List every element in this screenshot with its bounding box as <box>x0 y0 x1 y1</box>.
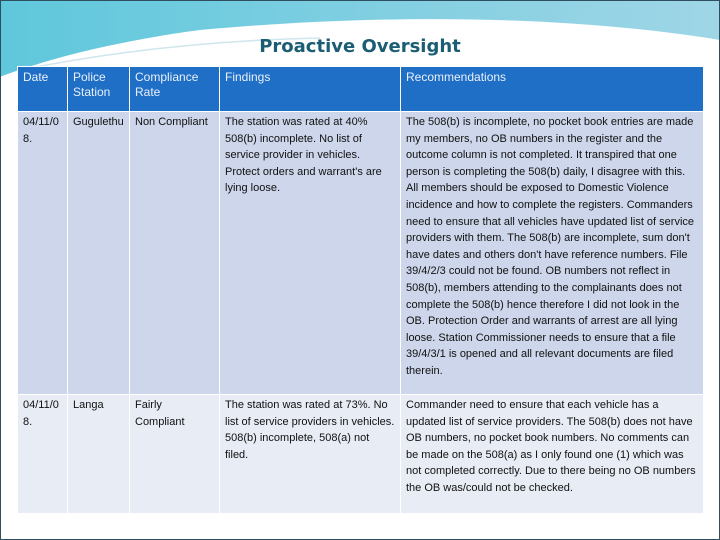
cell-date: 04/11/08. <box>18 112 68 395</box>
cell-rate: Non Compliant <box>130 112 220 395</box>
cell-date: 04/11/08. <box>18 395 68 514</box>
cell-findings: The station was rated at 40% 508(b) incomplete. No list of service provider in vehicles. Protect orders and warrant's are lying loose. <box>220 112 401 395</box>
table-row <box>18 395 704 514</box>
header-recommendations: Recommendations <box>401 67 704 112</box>
oversight-table <box>17 66 704 514</box>
cell-station: Gugulethu <box>68 112 130 395</box>
cell-findings: The station was rated at 73%. No list of service providers in vehicles. 508(b) incomplete, 508(a) not filed. <box>220 395 401 514</box>
cell-recommendations: Commander need to ensure that each vehicle has a updated list of service providers. The 508(b) does not have OB numbers, no pocket book numbers. No comments can be made on the 508(a) as I only found one (1) which was not completed correctly. Due to there being no OB numbers the OB was/could not be checked. <box>401 395 704 514</box>
cell-station: Langa <box>68 395 130 514</box>
cell-rate: Fairly Compliant <box>130 395 220 514</box>
header-police-station: Police Station <box>68 67 130 112</box>
table-row <box>18 112 704 395</box>
header-date: Date <box>18 67 68 112</box>
header-findings: Findings <box>220 67 401 112</box>
page-title: Proactive Oversight <box>259 36 461 57</box>
header-compliance-rate: Compliance Rate <box>130 67 220 112</box>
table-header-row <box>18 67 704 112</box>
cell-recommendations: The 508(b) is incomplete, no pocket book entries are made my members, no OB numbers in the register and the outcome column is not completed. It transpired that one person is completing the 508(b) daily, I disagree with this. All members should be exposed to Domestic Violence incidence and how to complete the registers. Commanders need to ensure that all vehicles have updated list of service providers with them. The 508(b) are incomplete, sum don't have dates and others don't have reference numbers. File 39/4/2/3 could not be found. OB numbers not reflect in 508(b), members attending to the complainants does not complete the 508(b) hence therefore I did not look in the OB. Protection Order and warrants of arrest are all lying loose. Station Commissioner needs to ensure that a file 39/4/3/1 is opened and all relevant documents are filed therein. <box>401 112 704 395</box>
